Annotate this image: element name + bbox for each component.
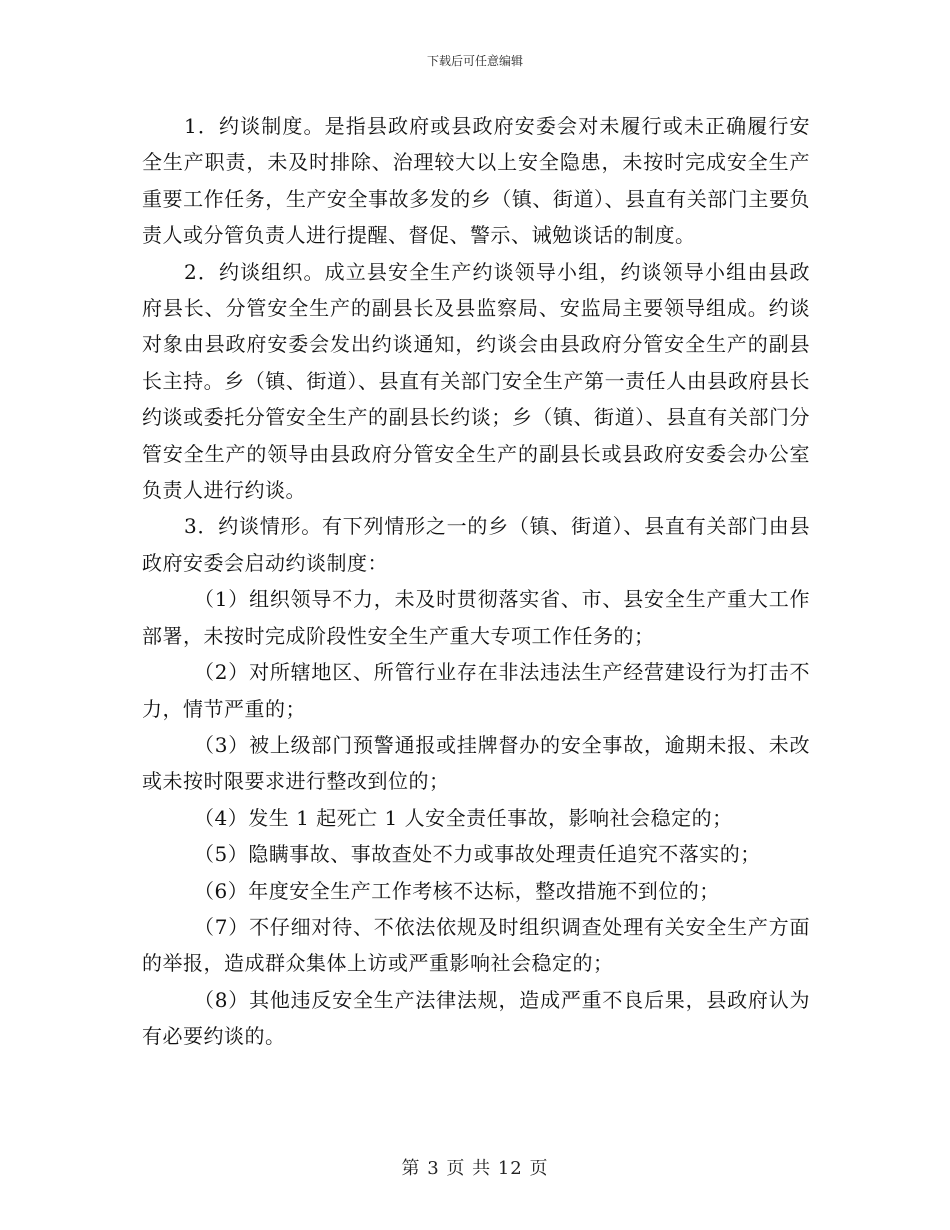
list-item: （3）被上级部门预警通报或挂牌督办的安全事故，逾期未报、未改或未按时限要求进行整改到位的； <box>142 732 810 794</box>
list-item: （4）发生 1 起死亡 1 人安全责任事故，影响社会稳定的； <box>194 805 733 830</box>
list-item: （2）对所辖地区、所管行业存在非法违法生产经营建设行为打击不力，情节严重的； <box>142 660 810 721</box>
list-item: （6）年度安全生产工作考核不达标，整改措施不到位的； <box>194 878 720 903</box>
paragraph-situations: 3．约谈情形。有下列情形之一的乡（镇、街道）、县直有关部门由县政府安委会启动约谈制度： <box>142 514 810 575</box>
paragraph-definition: 1．约谈制度。是指县政府或县政府安委会对未履行或未正确履行安全生产职责，未及时排除、治理较大以上安全隐患，未按时完成安全生产重要工作任务，生产安全事故多发的乡（镇、街道）、县直有关部门主要负责人或分管负责人进行提醒、督促、警示、诫勉谈话的制度。 <box>142 114 810 248</box>
list-item: （8）其他违反安全生产法律法规，造成严重不良后果，县政府认为有必要约谈的。 <box>142 987 810 1049</box>
page-number: 第 3 页 共 12 页 <box>401 1158 549 1179</box>
list-item: （5）隐瞒事故、事故查处不力或事故处理责任追究不落实的； <box>194 842 761 867</box>
list-item: （1）组织领导不力，未及时贯彻落实省、市、县安全生产重大工作部署，未按时完成阶段性安全生产重大专项工作任务的； <box>142 587 810 648</box>
list-item: （7）不仔细对待、不依法依规及时组织调查处理有关安全生产方面的举报，造成群众集体上访或严重影响社会稳定的； <box>142 914 810 976</box>
paragraph-organization: 2．约谈组织。成立县安全生产约谈领导小组，约谈领导小组由县政府县长、分管安全生产的副县长及县监察局、安监局主要领导组成。约谈对象由县政府安委会发出约谈通知，约谈会由县政府分管安全生产的副县长主持。乡（镇、街道）、县直有关部门安全生产第一责任人由县政府县长约谈或委托分管安全生产的副县长约谈；乡（镇、街道）、县直有关部门分管安全生产的领导由县政府分管安全生产的副县长或县政府安委会办公室负责人进行约谈。 <box>142 259 810 503</box>
document-body <box>142 108 810 1055</box>
page-header: 下载后可任意编辑 <box>426 54 523 68</box>
